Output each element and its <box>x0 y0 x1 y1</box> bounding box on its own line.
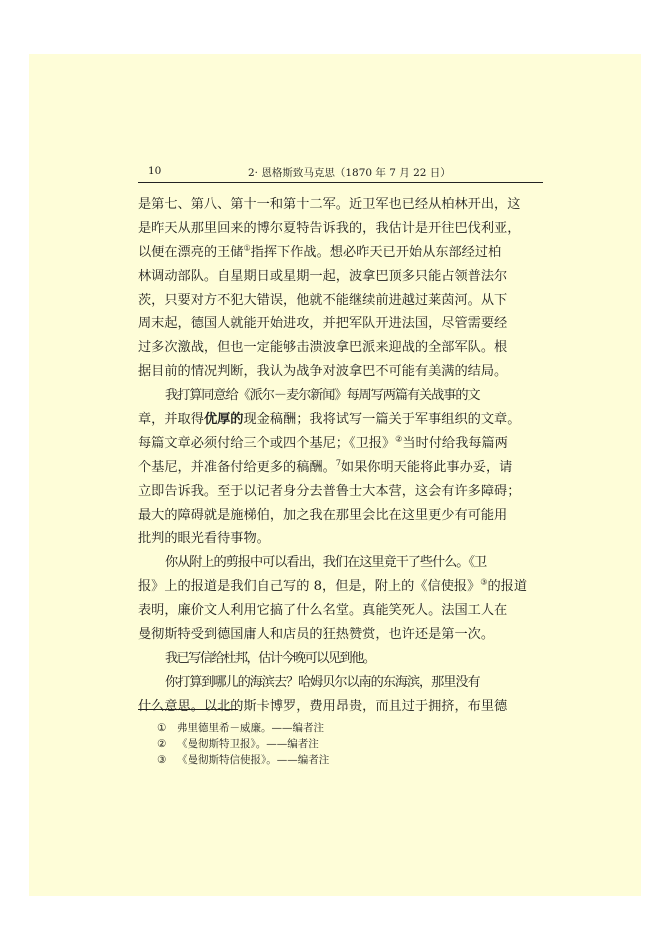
text-line <box>138 336 543 360</box>
line-text: 每篇文章必须付给三个或四个基尼；《卫报》 <box>138 435 396 451</box>
line-text-tail: 指挥下作战。想必昨天已开始从东部经过柏 <box>250 244 502 260</box>
text-line <box>138 456 543 480</box>
text-line <box>138 695 543 719</box>
footnote <box>157 752 517 768</box>
footnote-marker: ② <box>395 434 403 444</box>
text-line <box>138 575 543 599</box>
line-text: 我打算同意给《派尔－麦尔新闻》每周写两篇有关战事的文 <box>165 388 480 404</box>
text-line <box>138 360 543 384</box>
line-text: 最大的障碍就是施梯伯，加之我在那里会比在这里更少有可能用 <box>138 507 508 523</box>
running-header <box>138 162 543 183</box>
text-line <box>138 241 543 265</box>
line-text-tail: 当时付给我每篇两 <box>402 435 508 451</box>
text-line <box>138 671 543 695</box>
text-line <box>138 312 543 336</box>
line-text: 以便在漂亮的王储 <box>138 244 244 260</box>
text-line <box>138 527 543 551</box>
line-text: 是第七、第八、第十一和第十二军。近卫军也已经从柏林开出，这 <box>138 197 521 212</box>
line-text: 你从附上的剪报中可以看出，我们在这里竟干了些什么。《卫 <box>165 555 487 571</box>
text-line <box>138 384 543 408</box>
running-title: 2· 恩格斯致马克思（1870 年 7 月 22 日） <box>248 167 451 179</box>
text-line <box>138 551 543 575</box>
text-line <box>138 193 543 217</box>
footnote <box>157 736 517 752</box>
line-text: 什么意思。以北的斯卡博罗，费用昂贵，而且过于拥挤，布里德 <box>138 698 508 714</box>
footnote-text: 《曼彻斯特信使报》。——编者注 <box>177 754 330 766</box>
footnote-text: 《曼彻斯特卫报》。——编者注 <box>177 738 319 750</box>
text-line <box>138 408 543 432</box>
emphasis-text: 优厚的 <box>203 412 244 428</box>
line-text: 批判的眼光看待事物。 <box>138 531 270 547</box>
footnotes <box>157 720 517 768</box>
line-text: 是昨天从那里回来的博尔夏特告诉我的，我估计是开往巴伐利亚， <box>138 220 521 236</box>
line-text: 过多次激战，但也一定能够击溃波拿巴派来迎战的全部军队。根 <box>138 340 508 356</box>
body-text <box>138 193 543 719</box>
footnote-marker: ① <box>243 243 251 253</box>
text-line <box>138 647 543 671</box>
page-number: 10 <box>148 165 162 177</box>
footnote-number: ② <box>157 738 167 750</box>
line-text: 表明，廉价文人利用它搞了什么名堂。真能笑死人。法国工人在 <box>138 603 508 619</box>
line-text-tail: 现金稿酬；我将试写一篇关于军事组织的文章。 <box>243 412 521 428</box>
text-line <box>138 504 543 528</box>
footnote-text: 弗里德里希－威廉。——编者注 <box>177 722 324 734</box>
footnote-marker: ③ <box>480 577 488 587</box>
line-text: 章，并取得 <box>138 412 204 428</box>
line-text: 据目前的情况判断，我认为战争对波拿巴不可能有美满的结局。 <box>138 364 508 380</box>
footnote-separator <box>138 709 238 710</box>
text-line <box>138 265 543 289</box>
line-text: 我已写信给杜邦，估计今晚可以见到他。 <box>165 650 375 666</box>
line-text: 曼彻斯特受到德国庸人和店员的狂热赞赏，也许还是第一次。 <box>138 627 495 643</box>
footnote-marker: 7 <box>335 458 341 468</box>
text-line <box>138 289 543 313</box>
line-text: 周末起，德国人就能开始进攻，并把军队开进法国，尽管需要经 <box>138 316 508 332</box>
text-line <box>138 480 543 504</box>
footnote <box>157 720 517 736</box>
text-line <box>138 599 543 623</box>
line-text: 立即告诉我。至于以记者身分去普鲁士大本营，这会有许多障碍； <box>138 483 521 499</box>
line-text-tail: 如果你明天能将此事办妥，请 <box>340 459 513 475</box>
line-text: 茨，只要对方不犯大错误，他就不能继续前进越过莱茵河。从下 <box>138 292 508 308</box>
text-line <box>138 217 543 241</box>
line-text: 报》上的报道是我们自己写的 8，但是，附上的《信使报》 <box>138 579 481 595</box>
text-line <box>138 623 543 647</box>
line-text: 个基尼，并准备付给更多的稿酬。 <box>138 459 336 475</box>
footnote-number: ① <box>157 722 167 734</box>
line-text: 林调动部队。自星期日或星期一起，波拿巴顶多只能占领普法尔 <box>138 268 508 284</box>
footnote-number: ③ <box>157 754 167 766</box>
line-text-tail: 的报道 <box>487 579 528 595</box>
line-text: 你打算到哪儿的海滨去？哈姆贝尔以南的东海滨，那里没有 <box>165 674 480 690</box>
text-line <box>138 432 543 456</box>
